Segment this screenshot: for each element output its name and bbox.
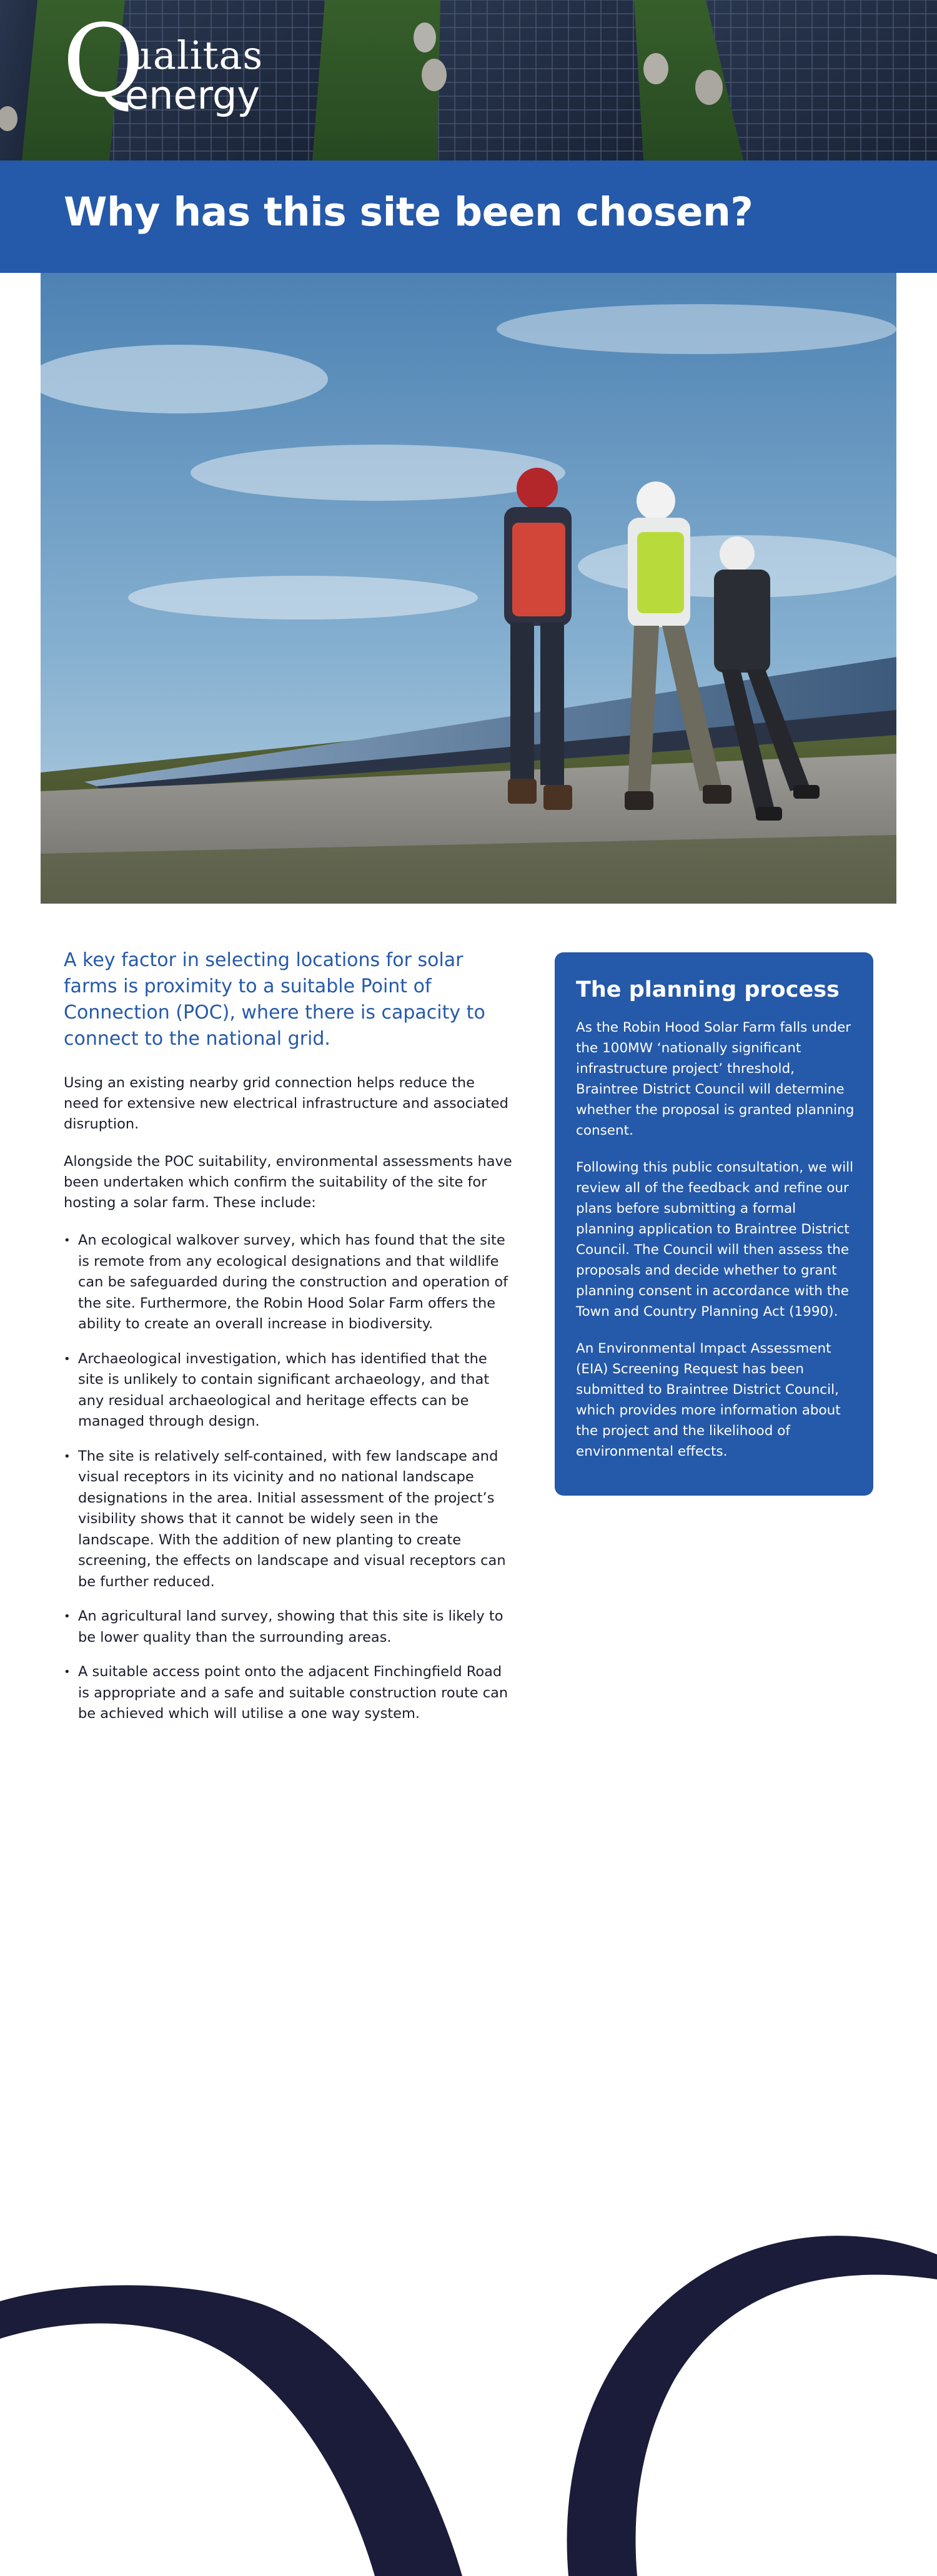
logo-word-energy: energy [125, 72, 260, 118]
decorative-q-graphic [0, 2211, 937, 2576]
planning-process-box [555, 952, 873, 1496]
title-bar [0, 160, 937, 273]
list-item-access: • A suitable access point onto the adjacent Finchingfield Road is appropriate and a safe and suitable construction route can be achieved which will utilise a one way system. [64, 1662, 513, 1725]
intro-heading: A key factor in selecting locations for solar farms is proximity to a suitable Point of Connection (POC), where there is capacity to connect to the national grid. [64, 949, 485, 1050]
page-title: Why has this site been chosen? [64, 189, 753, 235]
list-item-archaeology: • Archaeological investigation, which has identified that the site is unlikely to contain significant archaeology, and that any residual archaeological and heritage effects can be managed through design. [64, 1349, 513, 1433]
header-banner-image [0, 0, 937, 160]
logo-word-qualitas: ualitas [127, 32, 264, 78]
main-content [64, 947, 513, 1739]
list-item-agricultural: • An agricultural land survey, showing that this site is likely to be lower quality than the surrounding areas. [64, 1606, 513, 1648]
qualitas-energy-logo[interactable] [62, 2, 281, 125]
body-paragraph: Alongside the POC suitability, environmental assessments have been undertaken which confirm the suitability of the site for hosting a solar farm. These include: [64, 1153, 512, 1211]
planning-paragraph: An Environmental Impact Assessment (EIA) Screening Request has been submitted to Braintree District Council, which provides more information about the project and the likelihood of environmental effects. [576, 1341, 841, 1459]
planning-paragraph: As the Robin Hood Solar Farm falls under the 100MW ‘nationally significant infrastructure project’ threshold, Braintree District Council will determine whether the proposal is granted planning consent. [576, 1020, 855, 1138]
decorative-q-shape [0, 2211, 937, 2576]
list-item-ecology: • An ecological walkover survey, which has found that the site is remote from any ecological designations and that wildlife can be safeguarded during the construction and operation of the site. Furthermore, the Robin Hood Solar Farm offers the ability to create an overall increase in biodiversity. [64, 1230, 513, 1335]
hero-photo [41, 273, 896, 904]
logo-q-glyph: Q [62, 2, 145, 119]
planning-heading: The planning process [576, 977, 840, 1002]
engineers-solar-farm-photo [41, 273, 896, 904]
planning-paragraph: Following this public consultation, we will review all of the feedback and refine our plans before submitting a formal planning application to Braintree District Council. The Council will then assess the proposals and decide whether to grant planning consent in accordance with the Town and Country Planning Act (1990). [576, 1160, 854, 1320]
assessment-list [64, 1230, 513, 1725]
body-paragraph: Using an existing nearby grid connection helps reduce the need for extensive new electrical infrastructure and associated disruption. [64, 1075, 508, 1132]
list-item-landscape: • The site is relatively self-contained, with few landscape and visual receptors in its vicinity and no national landscape designations in the area. Initial assessment of the project’s visibility shows that it cannot be widely seen in the landscape. With the addition of new planting to create screening, the effects on landscape and visual receptors can be further reduced. [64, 1446, 513, 1593]
